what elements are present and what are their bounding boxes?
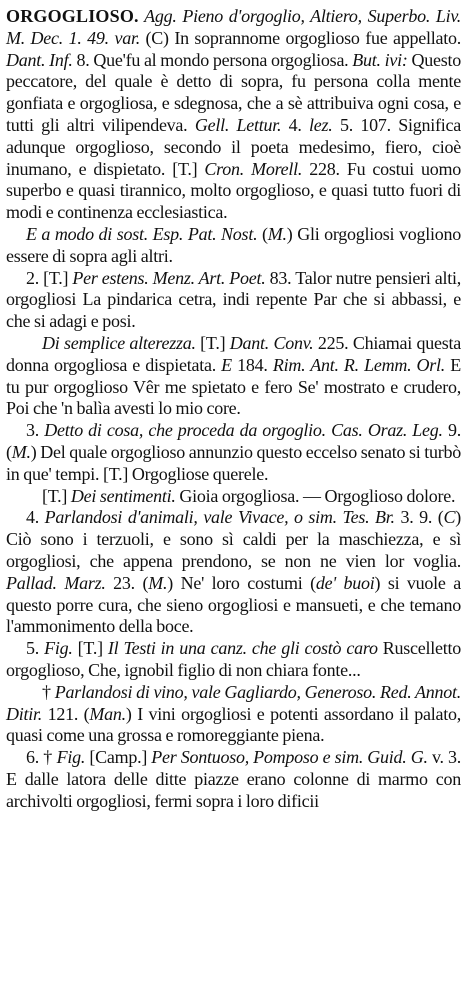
text-run: 3. 9. (: [394, 507, 444, 528]
text-run: 8. Que'fu al mondo persona orgogliosa.: [72, 49, 353, 70]
text-run: 5. 107. Significa adunque orgoglioso, secondo il poeta medesimo, fiero, cioè inumano, e dispietato. [T.]: [6, 114, 461, 179]
italic-run: Parlandosi di vino, vale Gagliardo, Generoso. Red. Annot. Ditir.: [6, 681, 462, 724]
text-run: 4.: [281, 114, 310, 135]
italic-run: Gell. Lettur.: [194, 114, 282, 135]
text-run: Gioia orgogliosa. — Orgoglioso dolore.: [175, 485, 456, 506]
italic-run: lez.: [309, 114, 333, 135]
text-run: Questo peccatore, del quale è detto di sopra, fu persona colla mente gonfiata e orgogliosa, e sdegnosa, che a sè attribuiva ogni cosa, e tutti gli altri vilipendeva.: [6, 49, 462, 135]
text-run: 2. [T.]: [26, 267, 73, 288]
text-run: 228. Fu costui uomo superbo e quasi tirannico, molto orgoglioso, e quasi tutto fuori di modi e continenza ecclesiastica.: [6, 158, 461, 223]
entry-sense: [6, 224, 461, 268]
text-run: 6. †: [26, 747, 57, 768]
text-run: Ruscelletto orgoglioso, Che, ignobil figlio di non chiara fonte...: [6, 638, 462, 680]
italic-run: Detto di cosa, che proceda da orgoglio. Cas. Oraz. Leg.: [44, 420, 443, 441]
italic-run: But. ivi:: [352, 49, 408, 70]
headword: ORGOGLIOSO.: [6, 6, 139, 26]
italic-run: E a modo di sost. Esp. Pat. Nost.: [26, 223, 258, 244]
entry-definition: [6, 6, 461, 224]
text-run: 9. (: [6, 420, 462, 462]
italic-run: C: [443, 507, 456, 528]
italic-run: Dant. Inf.: [6, 49, 73, 70]
italic-run: M.: [148, 572, 168, 593]
italic-run: Di semplice alterezza.: [42, 332, 196, 353]
text-run: v. 3. E dalle latora delle ditte piazze erano colonne di marmo con archivolti orgogliosi, fermi sopra i loro dificii: [6, 747, 462, 811]
entry-sense: [6, 420, 461, 485]
italic-run: Il Testi in una canz. che gli costò caro: [107, 638, 378, 659]
italic-run: Parlandosi d'animali, vale Vivace, o sim. Tes. Br.: [44, 507, 395, 528]
text-run: [T.]: [195, 332, 230, 353]
italic-run: Pallad. Marz.: [6, 572, 106, 593]
entry-sense: [6, 507, 461, 638]
text-run: ) Gli orgogliosi vogliono essere di sopra agli altri.: [6, 223, 461, 266]
italic-run: M.: [11, 441, 31, 462]
text-run: 83. Talor nutre pensieri alti, orgogliosi La pindarica cetra, indi repente Par che si abbassi, e che si adagi e posi.: [6, 267, 461, 332]
text-run: 3.: [26, 420, 45, 441]
italic-run: Dant. Conv.: [229, 332, 314, 353]
text-run: E tu pur orgoglioso Vêr me spietato e fero Se' mostrato e crudero, Poi che 'n balìa avesti lo mio core.: [6, 354, 461, 419]
italic-run: M.: [267, 223, 287, 244]
text-run: [Camp.]: [85, 747, 152, 768]
text-run: [T.]: [42, 485, 71, 506]
italic-run: Rim. Ant. R. Lemm. Orl.: [272, 354, 446, 375]
italic-run: Man.: [89, 703, 126, 724]
entry-sense: [6, 268, 461, 333]
entry-sense: [6, 638, 461, 682]
text-run: ) Ciò sono i terzuoli, e sono sì caldi per la maschiezza, e sì orgogliosi, che appena prendono, se non ne vien lor voglia.: [6, 507, 462, 571]
italic-run: Dei sentimenti.: [70, 485, 176, 506]
text-run: ) Del quale orgoglioso annunzio questo eccelso senato si turbò in que' tempi. [T.] Orgogliose querele.: [6, 441, 461, 484]
text-run: †: [42, 681, 55, 702]
text-run: [T.]: [72, 638, 108, 659]
text-run: 5.: [26, 638, 45, 659]
italic-run: Per Sontuoso, Pomposo e sim. Guid. G.: [151, 747, 428, 768]
text-run: ) I vini orgogliosi e potenti assordano il palato, quasi come una grossa e romoreggiante piena.: [6, 703, 461, 746]
text-run: 23. (: [105, 572, 149, 593]
text-run: (: [257, 223, 268, 244]
italic-run: Cron. Morell.: [204, 158, 303, 179]
italic-run: Per estens. Menz. Art. Poet.: [72, 267, 266, 288]
text-run: 4.: [26, 507, 45, 528]
entry-sense: [6, 486, 461, 508]
italic-run: Agg. Pieno d'orgoglio, Altiero, Superbo. Liv. M. Dec. 1. 49. var.: [6, 6, 461, 48]
entry-sense: [6, 747, 461, 812]
text-run: (C) In soprannome orgoglioso fue appellato.: [139, 27, 461, 48]
text-run: 225. Chiamai questa donna orgogliosa e dispietata.: [6, 332, 461, 375]
italic-run: E: [221, 354, 232, 375]
text-run: ) Ne' loro costumi (: [167, 572, 316, 593]
italic-run: Fig.: [56, 747, 86, 768]
text-run: ) si vuole a questo porre cura, che sieno orgogliosi e mansueti, e che temano l'ammonimento della boce.: [6, 572, 462, 637]
entry-sense: [6, 682, 461, 747]
text-run: 184.: [231, 354, 273, 375]
text-run: 121. (: [42, 703, 90, 724]
italic-run: de' buoi: [315, 572, 375, 593]
entry-sense: [6, 333, 461, 420]
italic-run: Fig.: [44, 638, 73, 659]
